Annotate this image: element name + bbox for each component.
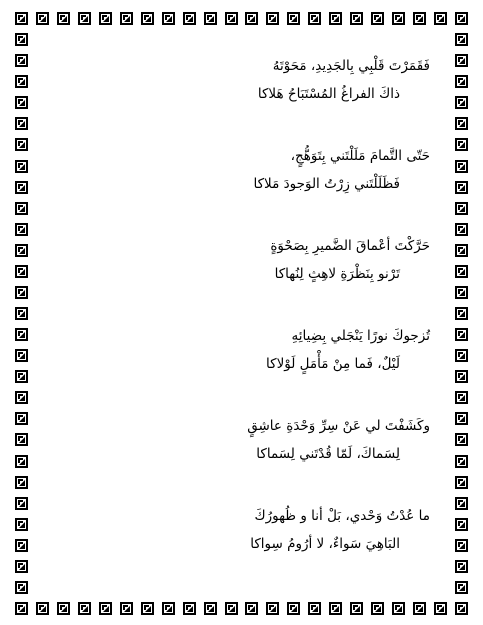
- stanza-6: [60, 490, 430, 580]
- verse-line: حَرَّكْتَ أعْماقَ الضَّميرِ بِصَحْوَةٍ: [270, 238, 430, 254]
- border-tile: [455, 539, 468, 552]
- border-tile: [57, 602, 70, 615]
- border-tile: [15, 286, 28, 299]
- border-tile: [120, 12, 133, 25]
- border-tile: [455, 328, 468, 341]
- border-tile: [455, 602, 468, 615]
- border-tile: [15, 412, 28, 425]
- border-tile: [455, 244, 468, 257]
- verse-line: فَظَلَلْتَني زِرْتُ الوَجودَ مَلاكا: [253, 176, 400, 192]
- border-tile: [15, 349, 28, 362]
- border-tile: [455, 581, 468, 594]
- border-tile: [455, 223, 468, 236]
- border-tile: [225, 12, 238, 25]
- verse-line: تُزجوكَ نورًا يَنْجَلي بِضِيائِهِ: [291, 328, 430, 344]
- border-tile: [15, 265, 28, 278]
- border-tile: [15, 138, 28, 151]
- border-tile: [204, 12, 217, 25]
- border-tile: [36, 12, 49, 25]
- border-tile: [455, 181, 468, 194]
- border-tile: [455, 560, 468, 573]
- border-tile: [15, 581, 28, 594]
- border-tile: [455, 96, 468, 109]
- border-tile: [455, 75, 468, 88]
- stanza-2: [60, 130, 430, 220]
- border-tile: [287, 12, 300, 25]
- poem: [60, 40, 430, 580]
- stanza-3: [60, 220, 430, 310]
- border-tile: [455, 391, 468, 404]
- border-tile: [15, 75, 28, 88]
- border-tile: [455, 455, 468, 468]
- border-tile: [455, 138, 468, 151]
- border-tile: [15, 117, 28, 130]
- border-tile: [308, 12, 321, 25]
- border-tile: [308, 602, 321, 615]
- border-tile: [329, 12, 342, 25]
- stanza-4: [60, 310, 430, 400]
- border-tile: [350, 602, 363, 615]
- border-tile: [15, 328, 28, 341]
- border-tile: [15, 223, 28, 236]
- border-tile: [266, 12, 279, 25]
- border-tile: [15, 391, 28, 404]
- verse-line: فَقَمَرْتَ قَلْبِي بِالجَدِيدِ، مَحَوْتَهُ: [272, 58, 430, 74]
- border-tile: [455, 307, 468, 320]
- border-tile: [15, 476, 28, 489]
- border-tile: [245, 12, 258, 25]
- stanza-5: [60, 400, 430, 490]
- border-tile: [15, 181, 28, 194]
- border-tile: [455, 476, 468, 489]
- border-tile: [15, 96, 28, 109]
- border-tile: [204, 602, 217, 615]
- border-tile: [15, 307, 28, 320]
- verse-line: ما عُدْتُ وَحْدي، بَلْ أنا و ظُهورُكَ: [254, 508, 430, 524]
- border-tile: [15, 244, 28, 257]
- border-tile: [455, 265, 468, 278]
- verse-line: وكَشَفْتَ لي عَنْ سِرِّ وَحْدَةِ عاشِقٍ: [247, 418, 430, 434]
- border-tile: [141, 12, 154, 25]
- border-tile: [15, 602, 28, 615]
- border-tile: [371, 12, 384, 25]
- border-tile: [141, 602, 154, 615]
- border-tile: [371, 602, 384, 615]
- border-tile: [15, 560, 28, 573]
- border-tile: [15, 539, 28, 552]
- verse-line: لِسَماكَ، لَمّا قُدْتَني لِسَماكا: [256, 446, 400, 462]
- border-tile: [455, 370, 468, 383]
- border-tile: [413, 602, 426, 615]
- border-tile: [455, 497, 468, 510]
- verse-line: لَيْلٌ، فَما مِنْ مَأْمَلٍ لَوْلاكا: [266, 356, 400, 372]
- border-tile: [455, 12, 468, 25]
- border-tile: [287, 602, 300, 615]
- border-tile: [455, 54, 468, 67]
- border-tile: [99, 12, 112, 25]
- border-tile: [329, 602, 342, 615]
- border-tile: [392, 602, 405, 615]
- border-tile: [15, 455, 28, 468]
- border-tile: [15, 370, 28, 383]
- border-tile: [57, 12, 70, 25]
- border-tile: [350, 12, 363, 25]
- border-tile: [15, 433, 28, 446]
- border-tile: [266, 602, 279, 615]
- border-tile: [162, 12, 175, 25]
- border-tile: [455, 202, 468, 215]
- border-tile: [15, 54, 28, 67]
- border-tile: [36, 602, 49, 615]
- border-tile: [455, 518, 468, 531]
- border-tile: [413, 12, 426, 25]
- border-tile: [455, 33, 468, 46]
- border-tile: [15, 518, 28, 531]
- border-tile: [183, 602, 196, 615]
- border-tile: [455, 286, 468, 299]
- border-tile: [162, 602, 175, 615]
- border-tile: [455, 433, 468, 446]
- border-tile: [15, 33, 28, 46]
- verse-line: تَرْنو بِنَظْرَةِ لاهِثٍ لِنُهاكا: [274, 266, 400, 282]
- border-tile: [99, 602, 112, 615]
- border-tile: [225, 602, 238, 615]
- border-tile: [455, 160, 468, 173]
- border-tile: [434, 12, 447, 25]
- border-tile: [15, 202, 28, 215]
- border-tile: [455, 117, 468, 130]
- verse-line: حَتّى التَّمامَ مَلَلْتَني بِتَوَهُّجٍ،: [290, 148, 430, 164]
- stanza-1: [60, 40, 430, 130]
- verse-line: البَاهِيَ سَواءٌ، لا أرُومُ سِواكا: [250, 536, 400, 552]
- border-tile: [245, 602, 258, 615]
- border-tile: [15, 497, 28, 510]
- border-tile: [392, 12, 405, 25]
- border-tile: [78, 12, 91, 25]
- border-tile: [455, 412, 468, 425]
- border-tile: [15, 160, 28, 173]
- border-tile: [78, 602, 91, 615]
- verse-line: ذاكَ الفراغُ المُسْتَبَاحُ هَلاكا: [257, 86, 400, 102]
- border-tile: [455, 349, 468, 362]
- border-tile: [120, 602, 133, 615]
- border-tile: [434, 602, 447, 615]
- border-tile: [183, 12, 196, 25]
- border-tile: [15, 12, 28, 25]
